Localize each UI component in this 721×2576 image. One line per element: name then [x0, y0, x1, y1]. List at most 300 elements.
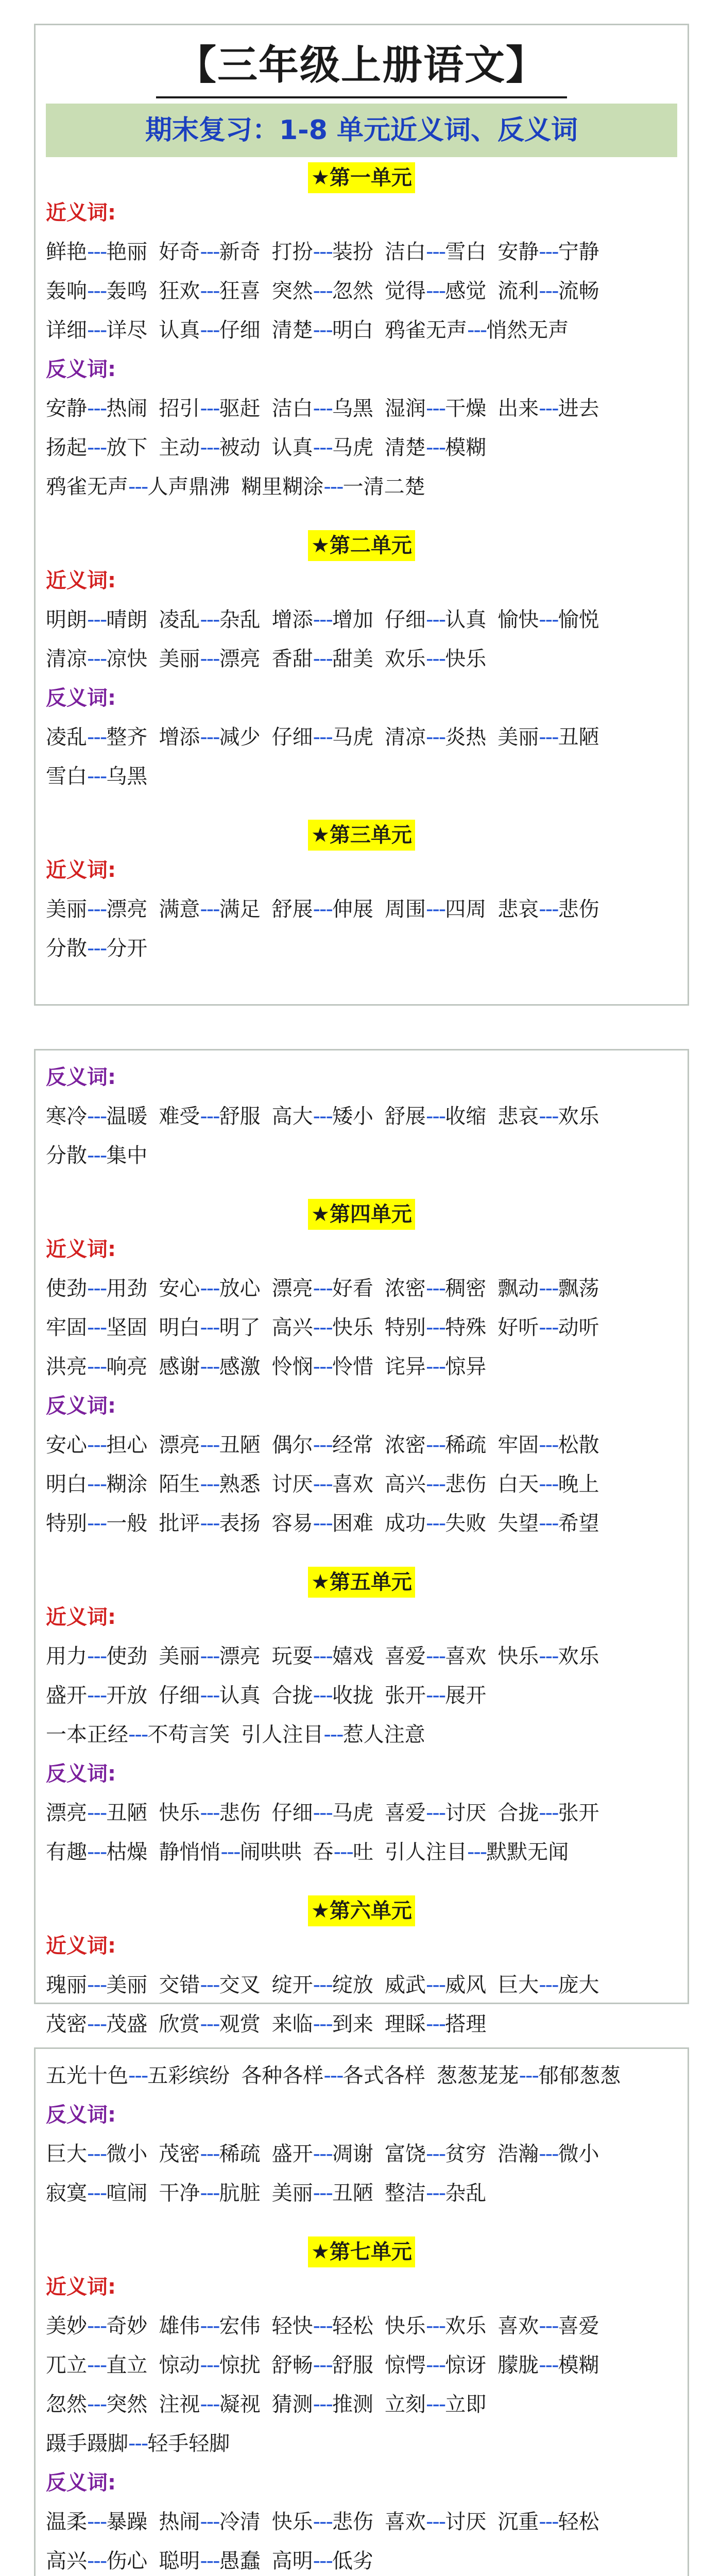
word-b: 轻松: [558, 2510, 599, 2534]
word-pair-row: [46, 1347, 682, 1386]
word-a: 立刻: [384, 2393, 426, 2416]
word-b: 炎热: [445, 725, 487, 749]
dash-separator: ---: [313, 725, 332, 749]
word-b: 分开: [106, 937, 148, 960]
dash-separator: ---: [425, 397, 445, 420]
dash-separator: ---: [425, 2181, 445, 2205]
dash-separator: ---: [313, 647, 332, 671]
dash-separator: ---: [200, 897, 219, 921]
word-pair-row: [46, 1426, 682, 1465]
word-pair: [159, 2307, 260, 2346]
word-b: 认真: [445, 608, 487, 632]
word-b: 讨厌: [445, 2510, 487, 2534]
word-b: 丑陋: [219, 1433, 261, 1457]
word-pair: [46, 1347, 147, 1386]
word-b: 四周: [445, 897, 487, 921]
word-pair: [46, 1269, 147, 1308]
page-title: 【三年级上册语文】: [176, 42, 547, 89]
dash-separator: ---: [425, 608, 445, 632]
word-b: 放下: [106, 436, 148, 460]
word-pair: [46, 890, 147, 929]
word-pair-list: [46, 389, 682, 506]
word-b: 枯燥: [106, 1840, 148, 1864]
word-pair: [159, 2174, 260, 2213]
dash-separator: ---: [87, 436, 107, 460]
word-pair: [159, 1426, 260, 1465]
word-a: 增添: [271, 608, 313, 632]
word-pair: [159, 2385, 260, 2424]
word-pair: [46, 1715, 230, 1754]
word-pair: [385, 1965, 486, 2005]
word-pair: [159, 272, 260, 311]
word-b: 流畅: [558, 279, 599, 303]
word-pair: [385, 1097, 486, 1136]
word-pair: [385, 2502, 486, 2541]
dash-separator: ---: [313, 2549, 332, 2573]
word-b: 奇妙: [106, 2314, 148, 2338]
dash-separator: ---: [313, 2353, 332, 2377]
antonym-label: 反义词:: [46, 686, 116, 710]
dash-separator: ---: [128, 2064, 148, 2088]
word-pair: [272, 232, 373, 272]
dash-separator: ---: [425, 2393, 445, 2416]
title-underline: [156, 96, 566, 98]
word-pair: [46, 2174, 147, 2213]
word-b: 轻松: [332, 2314, 373, 2338]
word-b: 喜欢: [445, 1645, 487, 1668]
word-b: 丑陋: [558, 725, 599, 749]
dash-separator: ---: [313, 1645, 332, 1668]
word-b: 马虎: [332, 1801, 373, 1825]
word-pair: [272, 718, 373, 757]
word-pair: [159, 600, 260, 639]
word-pair: [46, 2541, 147, 2576]
word-b: 漂亮: [219, 647, 261, 671]
word-b: 悲伤: [332, 2510, 373, 2534]
word-a: 用力: [46, 1645, 87, 1668]
word-a: 怜悯: [271, 1355, 313, 1379]
word-pair: [272, 2346, 373, 2385]
dash-separator: ---: [323, 1723, 343, 1747]
word-pair: [272, 2005, 373, 2044]
word-pair: [46, 718, 147, 757]
word-pair: [159, 389, 260, 428]
dash-separator: ---: [87, 2314, 107, 2338]
word-pair: [497, 1308, 599, 1347]
word-a: 飘动: [497, 1277, 539, 1300]
word-b: 惊扰: [219, 2353, 261, 2377]
word-pair: [159, 1308, 260, 1347]
word-b: 减少: [219, 725, 261, 749]
word-pair-row: [46, 428, 682, 467]
word-pair: [159, 890, 260, 929]
word-b: 集中: [106, 1144, 148, 1167]
word-b: 观赏: [219, 2012, 261, 2036]
word-a: 洁白: [384, 240, 426, 264]
word-a: 湿润: [384, 397, 426, 420]
word-pair: [46, 600, 147, 639]
word-pair: [497, 1637, 599, 1676]
word-pair-list: [46, 2307, 682, 2463]
dash-separator: ---: [313, 1355, 332, 1379]
dash-separator: ---: [539, 2353, 558, 2377]
word-a: 盛开: [271, 2142, 313, 2166]
word-b: 怜惜: [332, 1355, 373, 1379]
dash-separator: ---: [425, 1973, 445, 1997]
word-pair: [385, 1833, 569, 1872]
word-pair: [497, 1965, 599, 2005]
word-b: 杂乱: [445, 2181, 487, 2205]
word-pair-row: [46, 600, 682, 639]
word-b: 庞大: [558, 1973, 599, 1997]
dash-separator: ---: [200, 725, 219, 749]
unit-heading-wrap: [41, 1567, 682, 1598]
dash-separator: ---: [200, 1277, 219, 1300]
word-b: 失败: [445, 1512, 487, 1535]
word-a: 寒冷: [46, 1105, 87, 1128]
dash-separator: ---: [539, 1973, 558, 1997]
word-b: 立即: [445, 2393, 487, 2416]
word-pair: [241, 1715, 425, 1754]
word-pair-list: [46, 232, 682, 350]
word-b: 稠密: [445, 1277, 487, 1300]
dash-separator: ---: [425, 2353, 445, 2377]
word-pair-row: [46, 1637, 682, 1676]
dash-separator: ---: [539, 2314, 558, 2338]
unit-heading: ★第三单元: [308, 820, 415, 851]
dash-separator: ---: [425, 1472, 445, 1496]
word-a: 舒展: [384, 1105, 426, 1128]
word-b: 开放: [106, 1684, 148, 1707]
word-b: 喜爱: [558, 2314, 599, 2338]
section-gap: [41, 506, 682, 525]
dash-separator: ---: [200, 318, 219, 342]
dash-separator: ---: [87, 1144, 107, 1167]
dash-separator: ---: [87, 1105, 107, 1128]
dash-separator: ---: [539, 1801, 558, 1825]
unit-heading-wrap: [41, 1199, 682, 1230]
unit-heading-wrap: [41, 1895, 682, 1926]
dash-separator: ---: [539, 1433, 558, 1457]
word-pair: [46, 1308, 147, 1347]
word-a: 各种各样: [241, 2064, 324, 2088]
dash-separator: ---: [200, 397, 219, 420]
word-pair: [46, 1676, 147, 1715]
word-b: 晴朗: [106, 608, 148, 632]
dash-separator: ---: [87, 1433, 107, 1457]
word-a: 葱葱茏茏: [436, 2064, 519, 2088]
word-b: 满足: [219, 897, 261, 921]
word-b: 认真: [219, 1684, 261, 1707]
dash-separator: ---: [539, 1512, 558, 1535]
dash-separator: ---: [313, 1277, 332, 1300]
word-b: 响亮: [106, 1355, 148, 1379]
word-a: 出来: [497, 397, 539, 420]
word-a: 仔细: [159, 1684, 200, 1707]
word-a: 合拢: [271, 1684, 313, 1707]
word-pair: [497, 2307, 599, 2346]
word-pair: [159, 2541, 260, 2576]
word-b: 人声鼎沸: [147, 475, 230, 499]
word-a: 威武: [384, 1973, 426, 1997]
word-b: 甜美: [332, 647, 373, 671]
dash-separator: ---: [539, 897, 558, 921]
word-b: 被动: [219, 436, 261, 460]
word-b: 到来: [332, 2012, 373, 2036]
word-a: 陌生: [159, 1472, 200, 1496]
word-b: 欢乐: [558, 1105, 599, 1128]
dash-separator: ---: [313, 1512, 332, 1535]
word-b: 新奇: [219, 240, 261, 264]
word-b: 模糊: [558, 2353, 599, 2377]
dash-separator: ---: [539, 1316, 558, 1340]
dash-separator: ---: [425, 1684, 445, 1707]
word-pair: [272, 1308, 373, 1347]
word-pair: [159, 311, 260, 350]
word-pair: [385, 2346, 486, 2385]
dash-separator: ---: [87, 1512, 107, 1535]
word-pair: [313, 1833, 373, 1872]
word-b: 动听: [558, 1316, 599, 1340]
dash-separator: ---: [87, 1277, 107, 1300]
dash-separator: ---: [87, 2393, 107, 2416]
word-a: 明白: [46, 1472, 87, 1496]
word-pair: [159, 1504, 260, 1543]
dash-separator: ---: [425, 1316, 445, 1340]
word-b: 不苟言笑: [147, 1723, 230, 1747]
word-b: 愚蠢: [219, 2549, 261, 2573]
word-pair: [497, 2134, 599, 2174]
word-b: 晚上: [558, 1472, 599, 1496]
word-pair-list: [46, 2502, 682, 2576]
dash-separator: ---: [313, 1472, 332, 1496]
dash-separator: ---: [313, 2142, 332, 2166]
word-b: 驱赶: [219, 397, 261, 420]
word-pair: [159, 2502, 260, 2541]
word-b: 闹哄哄: [239, 1840, 302, 1864]
word-pair: [241, 2056, 425, 2095]
word-pair: [46, 1097, 147, 1136]
word-a: 美丽: [46, 897, 87, 921]
word-a: 仔细: [271, 1801, 313, 1825]
word-b: 轰鸣: [106, 279, 148, 303]
word-pair-row: [46, 1504, 682, 1543]
word-pair-row: [46, 639, 682, 679]
word-a: 茂密: [46, 2012, 87, 2036]
word-pair-row: [46, 757, 682, 796]
word-a: 悲哀: [497, 897, 539, 921]
dash-separator: ---: [425, 2142, 445, 2166]
page-card: [34, 1049, 689, 2036]
word-pair-row: [46, 2174, 682, 2213]
word-b: 狂喜: [219, 279, 261, 303]
word-a: 凌乱: [46, 725, 87, 749]
dash-separator: ---: [539, 1472, 558, 1496]
word-b: 矮小: [332, 1105, 373, 1128]
word-a: 打扮: [271, 240, 313, 264]
dash-separator: ---: [467, 318, 487, 342]
word-pair: [46, 639, 147, 679]
dash-separator: ---: [200, 1645, 219, 1668]
word-a: 洪亮: [46, 1355, 87, 1379]
word-pair-list: [46, 1965, 682, 2044]
word-a: 干净: [159, 2181, 200, 2205]
dash-separator: ---: [313, 2314, 332, 2338]
word-b: 惊讶: [445, 2353, 487, 2377]
word-pair: [46, 2005, 147, 2044]
word-a: 交错: [159, 1973, 200, 1997]
dash-separator: ---: [539, 1277, 558, 1300]
dash-separator: ---: [87, 1801, 107, 1825]
page-content: [36, 2049, 688, 2576]
dash-separator: ---: [425, 647, 445, 671]
word-a: 讨厌: [271, 1472, 313, 1496]
dash-separator: ---: [333, 1840, 353, 1864]
dash-separator: ---: [313, 240, 332, 264]
dash-separator: ---: [539, 1105, 558, 1128]
word-pair: [272, 1965, 373, 2005]
word-a: 蹑手蹑脚: [46, 2432, 128, 2455]
word-b: 宏伟: [219, 2314, 261, 2338]
word-b: 轻手轻脚: [147, 2432, 230, 2455]
dash-separator: ---: [313, 1316, 332, 1340]
word-a: 认真: [159, 318, 200, 342]
word-b: 悲伤: [219, 1801, 261, 1825]
word-b: 惹人注意: [342, 1723, 425, 1747]
word-pair: [497, 890, 599, 929]
word-b: 微小: [558, 2142, 599, 2166]
word-b: 丑陋: [106, 1801, 148, 1825]
word-b: 乌黑: [332, 397, 373, 420]
word-a: 容易: [271, 1512, 313, 1535]
word-pair-row: [46, 1676, 682, 1715]
word-b: 默默无闻: [486, 1840, 569, 1864]
word-a: 清凉: [46, 647, 87, 671]
word-pair: [497, 1793, 599, 1833]
word-b: 担心: [106, 1433, 148, 1457]
word-pair-row: [46, 467, 682, 506]
word-b: 直立: [106, 2353, 148, 2377]
word-a: 注视: [159, 2393, 200, 2416]
dash-separator: ---: [87, 2353, 107, 2377]
word-a: 理睬: [384, 2012, 426, 2036]
word-a: 五光十色: [46, 2064, 128, 2088]
dash-separator: ---: [539, 1645, 558, 1668]
word-pair: [272, 2307, 373, 2346]
word-b: 漂亮: [106, 897, 148, 921]
word-pair: [385, 1308, 486, 1347]
word-b: 微小: [106, 2142, 148, 2166]
word-a: 快乐: [159, 1801, 200, 1825]
page-card: [34, 24, 689, 1006]
word-a: 满意: [159, 897, 200, 921]
word-a: 成功: [384, 1512, 426, 1535]
word-pair: [272, 1426, 373, 1465]
dash-separator: ---: [87, 2549, 107, 2573]
unit-heading-wrap: [41, 2236, 682, 2267]
unit-heading-wrap: [41, 530, 682, 561]
word-pair: [272, 2541, 373, 2576]
dash-separator: ---: [200, 1433, 219, 1457]
word-pair: [159, 1347, 260, 1386]
word-b: 贫穷: [445, 2142, 487, 2166]
word-pair: [272, 389, 373, 428]
word-b: 喧闹: [106, 2181, 148, 2205]
dash-separator: ---: [200, 1973, 219, 1997]
dash-separator: ---: [220, 1840, 240, 1864]
page-content: [36, 1050, 688, 2044]
word-pair-list: [46, 1637, 682, 1754]
dash-separator: ---: [128, 475, 148, 499]
dash-separator: ---: [425, 1355, 445, 1379]
word-a: 浓密: [384, 1277, 426, 1300]
word-b: 吐: [352, 1840, 373, 1864]
word-pair: [385, 2174, 486, 2213]
word-a: 高兴: [46, 2549, 87, 2573]
word-a: 漂亮: [271, 1277, 313, 1300]
word-a: 快乐: [271, 2510, 313, 2534]
word-b: 五彩缤纷: [147, 2064, 230, 2088]
word-a: 安静: [46, 397, 87, 420]
dash-separator: ---: [200, 2012, 219, 2036]
word-b: 装扮: [332, 240, 373, 264]
word-pair: [497, 2502, 599, 2541]
word-pair: [159, 1676, 260, 1715]
word-pair: [46, 1136, 147, 1175]
word-a: 主动: [159, 436, 200, 460]
word-pair: [385, 2385, 486, 2424]
word-a: 引人注目: [241, 1723, 324, 1747]
word-a: 玩耍: [271, 1645, 313, 1668]
dash-separator: ---: [200, 436, 219, 460]
word-pair: [159, 232, 260, 272]
dash-separator: ---: [425, 1105, 445, 1128]
dash-separator: ---: [200, 2181, 219, 2205]
word-a: 高明: [271, 2549, 313, 2573]
dash-separator: ---: [425, 1433, 445, 1457]
word-b: 舒服: [219, 1105, 261, 1128]
word-pair-list: [46, 2056, 682, 2095]
word-a: 突然: [271, 279, 313, 303]
word-a: 仔细: [384, 608, 426, 632]
word-pair: [385, 718, 486, 757]
word-a: 美丽: [271, 2181, 313, 2205]
dash-separator: ---: [87, 1645, 107, 1668]
dash-separator: ---: [313, 436, 332, 460]
antonym-label: 反义词:: [46, 1762, 116, 1786]
word-a: 美丽: [497, 725, 539, 749]
dash-separator: ---: [128, 1723, 148, 1747]
unit-heading-wrap: [41, 820, 682, 851]
word-pair: [272, 639, 373, 679]
word-pair: [272, 1097, 373, 1136]
dash-separator: ---: [87, 608, 107, 632]
word-pair-row: [46, 389, 682, 428]
word-a: 批评: [159, 1512, 200, 1535]
word-a: 特别: [384, 1316, 426, 1340]
word-a: 白天: [497, 1472, 539, 1496]
dash-separator: ---: [87, 897, 107, 921]
word-pair-row: [46, 311, 682, 350]
unit-heading: ★第七单元: [308, 2236, 415, 2267]
word-a: 美丽: [159, 1645, 200, 1668]
word-a: 好奇: [159, 240, 200, 264]
word-b: 表扬: [219, 1512, 261, 1535]
word-pair-list: [46, 2134, 682, 2213]
word-a: 静悄悄: [159, 1840, 221, 1864]
dash-separator: ---: [425, 725, 445, 749]
word-pair: [241, 467, 425, 506]
